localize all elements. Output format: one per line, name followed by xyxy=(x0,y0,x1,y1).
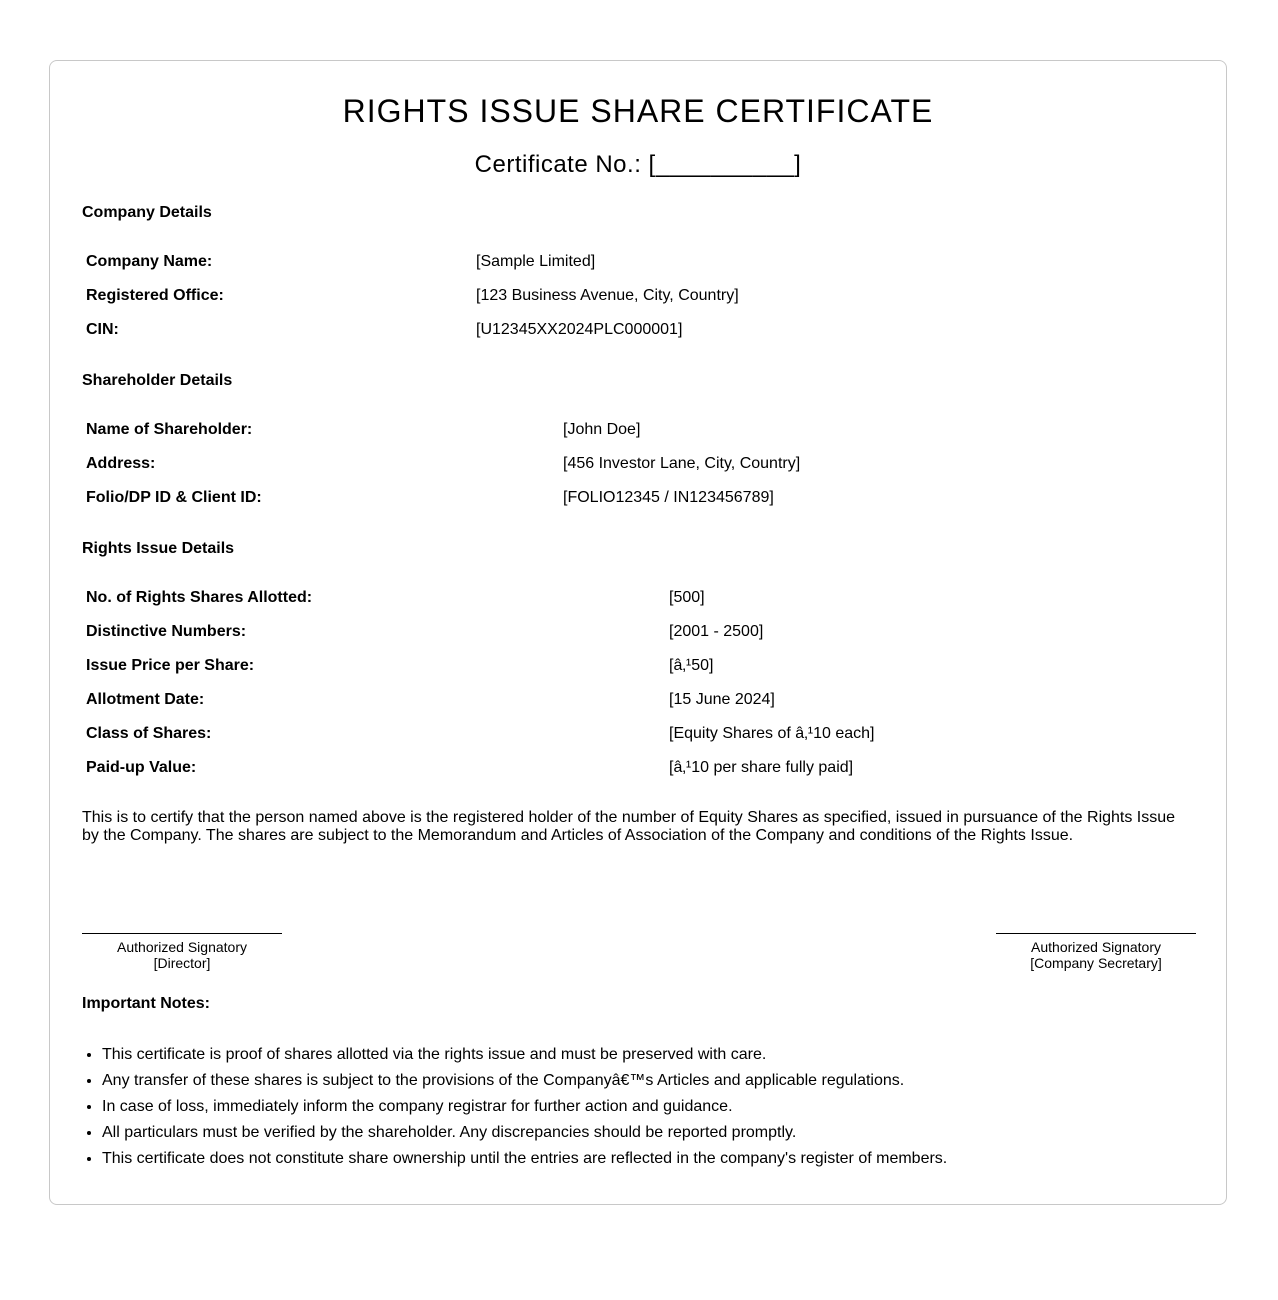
certificate-title: RIGHTS ISSUE SHARE CERTIFICATE xyxy=(342,93,934,129)
list-item: • In case of loss, immediately inform the company registrar for further action and guidance. xyxy=(102,1094,1222,1120)
paid-up-value-label: Paid-up Value: xyxy=(86,759,197,776)
distinctive-numbers-value: [2001 - 2500] xyxy=(669,623,764,640)
shareholder-address-label: Address: xyxy=(86,455,156,472)
signatory-role: [Company Secretary] xyxy=(1030,955,1162,971)
folio-row xyxy=(86,488,1186,508)
certificate-number: Certificate No.: [__________] xyxy=(474,151,802,178)
share-certificate xyxy=(49,60,1227,1205)
company-details-heading: Company Details xyxy=(82,204,212,221)
signature-line xyxy=(82,933,282,934)
distinctive-numbers-row xyxy=(86,622,1186,642)
issue-price-row xyxy=(86,656,1186,676)
folio-value: [FOLIO12345 / IN123456789] xyxy=(563,489,774,506)
important-notes-list xyxy=(82,1042,1222,1172)
registered-office-row xyxy=(86,286,1186,306)
signatory-title: Authorized Signatory xyxy=(117,939,247,955)
list-item: • This certificate is proof of shares allotted via the rights issue and must be preserved with care. xyxy=(102,1042,1222,1068)
paid-up-value-value: [â‚¹10 per share fully paid] xyxy=(669,759,854,776)
signature-block-company-secretary xyxy=(996,933,1196,971)
rights-shares-allotted-label: No. of Rights Shares Allotted: xyxy=(86,589,313,606)
folio-label: Folio/DP ID & Client ID: xyxy=(86,489,262,506)
certification-statement: This is to certify that the person named above is the registered holder of the number of Equity Shares as specified, issued in pursuance of the Rights Issue by the Company. The shares are subject to the Memorandum and Articles of Association of the Company and conditions of the Rights Issue. xyxy=(82,809,1176,844)
cin-label: CIN: xyxy=(86,321,119,338)
cin-row xyxy=(86,320,1186,340)
shareholder-address-row xyxy=(86,454,1186,474)
allotment-date-row xyxy=(86,690,1186,710)
class-of-shares-label: Class of Shares: xyxy=(86,725,212,742)
list-item: • All particulars must be verified by the shareholder. Any discrepancies should be reported promptly. xyxy=(102,1120,1222,1146)
shareholder-name-row xyxy=(86,420,1186,440)
list-item: • Any transfer of these shares is subject to the provisions of the Companyâ€™s Articles and applicable regulations. xyxy=(102,1068,1222,1094)
class-of-shares-value: [Equity Shares of â‚¹10 each] xyxy=(669,725,875,742)
signatory-title: Authorized Signatory xyxy=(1031,939,1161,955)
signature-line xyxy=(996,933,1196,934)
shareholder-name-value: [John Doe] xyxy=(563,421,641,438)
registered-office-label: Registered Office: xyxy=(86,287,224,304)
company-name-row xyxy=(86,252,1186,272)
paid-up-value-row xyxy=(86,758,1186,778)
registered-office-value: [123 Business Avenue, City, Country] xyxy=(476,287,739,304)
rights-issue-details-heading: Rights Issue Details xyxy=(82,540,235,557)
shareholder-address-value: [456 Investor Lane, City, Country] xyxy=(563,455,801,472)
shareholder-name-label: Name of Shareholder: xyxy=(86,421,253,438)
signatory-role: [Director] xyxy=(153,955,211,971)
company-name-label: Company Name: xyxy=(86,253,213,270)
issue-price-value: [â‚¹50] xyxy=(669,657,714,674)
rights-shares-allotted-value: [500] xyxy=(669,589,705,606)
list-item: • This certificate does not constitute share ownership until the entries are reflected in the company's register of members. xyxy=(102,1146,1222,1172)
class-of-shares-row xyxy=(86,724,1186,744)
cin-value: [U12345XX2024PLC000001] xyxy=(476,321,683,338)
allotment-date-label: Allotment Date: xyxy=(86,691,205,708)
signature-block-director xyxy=(82,933,282,971)
distinctive-numbers-label: Distinctive Numbers: xyxy=(86,623,247,640)
important-notes-heading: Important Notes: xyxy=(82,995,210,1012)
shareholder-details-heading: Shareholder Details xyxy=(82,372,233,389)
company-name-value: [Sample Limited] xyxy=(476,253,596,270)
issue-price-label: Issue Price per Share: xyxy=(86,657,255,674)
rights-shares-allotted-row xyxy=(86,588,1186,608)
allotment-date-value: [15 June 2024] xyxy=(669,691,775,708)
